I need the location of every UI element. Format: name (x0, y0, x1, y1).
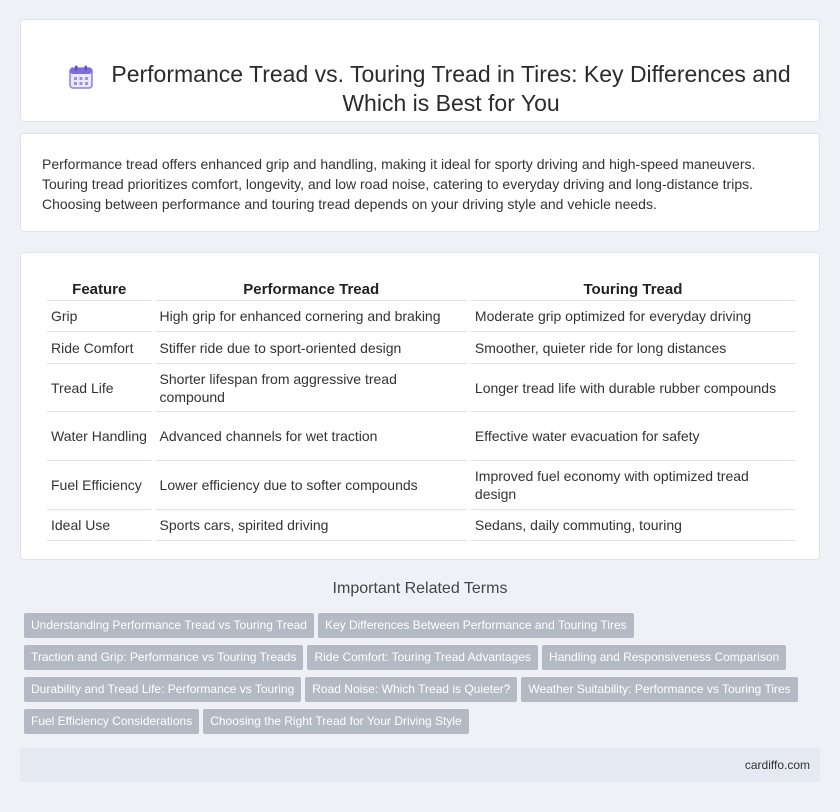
page-title: Performance Tread vs. Touring Tread in Tires: Key Differences and Which is Best for You (111, 61, 791, 116)
feature-cell: Fuel Efficiency (47, 461, 152, 510)
header-performance: Performance Tread (156, 274, 467, 301)
touring-cell: Effective water evacuation for safety (471, 412, 795, 461)
related-term-tag[interactable]: Choosing the Right Tread for Your Driving Style (203, 709, 468, 734)
related-term-tag[interactable]: Traction and Grip: Performance vs Touring Treads (24, 645, 303, 670)
performance-cell: Lower efficiency due to softer compounds (156, 461, 467, 510)
performance-cell: High grip for enhanced cornering and braking (156, 301, 467, 332)
table-header-row (47, 274, 795, 301)
related-term-tag[interactable]: Key Differences Between Performance and Touring Tires (318, 613, 634, 638)
performance-cell: Advanced channels for wet traction (156, 412, 467, 461)
intro-card (20, 133, 820, 232)
header-feature: Feature (47, 274, 152, 301)
header-card (20, 19, 820, 122)
performance-cell: Sports cars, spirited driving (156, 510, 467, 541)
related-term-tag[interactable]: Handling and Responsiveness Comparison (542, 645, 786, 670)
calendar-icon (68, 64, 94, 90)
performance-cell: Shorter lifespan from aggressive tread compound (156, 364, 467, 412)
comparison-table (43, 274, 799, 541)
table-row (47, 510, 795, 541)
related-terms-list (24, 613, 824, 741)
related-terms-title: Important Related Terms (332, 580, 508, 597)
intro-text: Performance tread offers enhanced grip and handling, making it ideal for sporty driving and high-speed maneuvers. Touring tread prioritizes comfort, longevity, and low road noise, catering to everyday driving and long-distance trips. Choosing between performance and touring tread depends on your driving style and vehicle needs. (42, 156, 756, 212)
touring-cell: Sedans, daily commuting, touring (471, 510, 795, 541)
touring-cell: Moderate grip optimized for everyday driving (471, 301, 795, 332)
footer (20, 748, 820, 782)
table-row (47, 301, 795, 332)
feature-cell: Grip (47, 301, 152, 332)
feature-cell: Water Handling (47, 412, 152, 461)
table-row (47, 364, 795, 412)
comparison-table-card (20, 252, 820, 560)
touring-cell: Smoother, quieter ride for long distances (471, 332, 795, 364)
feature-cell: Tread Life (47, 364, 152, 412)
related-term-tag[interactable]: Ride Comfort: Touring Tread Advantages (307, 645, 538, 670)
table-row (47, 332, 795, 364)
feature-cell: Ride Comfort (47, 332, 152, 364)
table-row (47, 461, 795, 510)
header-touring: Touring Tread (471, 274, 795, 301)
performance-cell: Stiffer ride due to sport-oriented design (156, 332, 467, 364)
table-row (47, 412, 795, 461)
related-term-tag[interactable]: Road Noise: Which Tread is Quieter? (305, 677, 517, 702)
touring-cell: Improved fuel economy with optimized tread design (471, 461, 795, 510)
related-term-tag[interactable]: Durability and Tread Life: Performance vs Touring (24, 677, 301, 702)
footer-site-link[interactable]: cardiffo.com (744, 758, 810, 772)
feature-cell: Ideal Use (47, 510, 152, 541)
related-term-tag[interactable]: Understanding Performance Tread vs Touring Tread (24, 613, 314, 638)
touring-cell: Longer tread life with durable rubber compounds (471, 364, 795, 412)
related-term-tag[interactable]: Fuel Efficiency Considerations (24, 709, 199, 734)
related-term-tag[interactable]: Weather Suitability: Performance vs Touring Tires (521, 677, 797, 702)
